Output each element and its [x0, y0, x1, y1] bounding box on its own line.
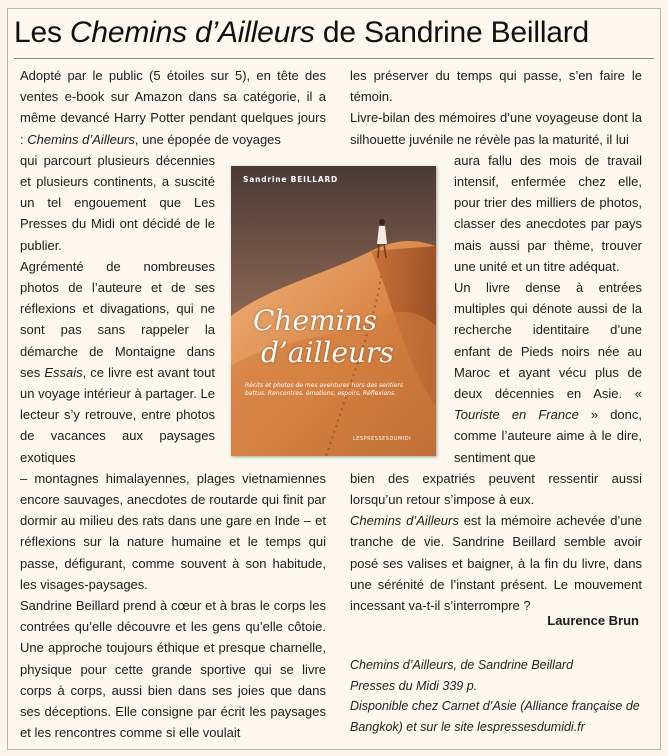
right-p3-after: » donc, comme l’auteure aime à le dire, sentiment que: [454, 407, 642, 465]
cover-title-line-2: d’ailleurs: [261, 336, 394, 369]
left-paragraph-2: [20, 256, 215, 468]
title-rule: [14, 58, 654, 59]
left-p2-italic: Essais: [44, 364, 83, 380]
cover-author: Sandrine BEILLARD: [243, 175, 339, 184]
cover-title-line-1: Chemins: [253, 304, 377, 337]
right-paragraph-1: les préserver du temps qui passe, s’en faire le témoin.: [350, 68, 642, 105]
title-book: Chemins d’Ailleurs: [69, 16, 315, 49]
left-paragraph-1-narrow: qui parcourt plusieurs décennies et plusieurs continents, a suscité un tel engouement que Les Presses du Midi ont décidé de le publier.: [20, 152, 215, 253]
right-p3-italic: Touriste en France: [454, 407, 579, 423]
right-paragraph-3-wide: bien des expatriés peuvent ressentir aussi lorsqu’un retour s’impose à eux.: [350, 470, 642, 508]
left-p1-after: , une épopée de voyages: [134, 131, 281, 147]
left-paragraph-1: [20, 65, 326, 150]
right-p3-text: Un livre dense à entrées multiples qui dénote aussi de la recherche identitaire d’une enfant de Pieds noirs née au Maroc et ayant vécu plus de deux décennies en Asie. «: [454, 280, 642, 402]
bibliographic-info: [350, 655, 642, 737]
biblio-line-3: Disponible chez Carnet d’Asie (Alliance française de Bangkok) et sur le site lespressesdumidi.fr: [350, 699, 640, 734]
right-paragraph-2: Livre-bilan des mémoires d’une voyageuse dont la silhouette juvénile ne révèle pas la maturité, il lui: [350, 110, 642, 147]
cover-publisher: LESPRESSESDUMIDI: [353, 436, 412, 442]
biblio-line-1: Chemins d’Ailleurs, de Sandrine Beillard: [350, 658, 574, 672]
biblio-line-2: Presses du Midi 339 p.: [350, 678, 478, 693]
right-paragraph-4: [350, 510, 642, 616]
left-p2-end: , ce livre est avant tout un voyage intérieur à partager. Le lecteur s’y retrouve, entre photos de vacances aux paysages exotiques: [20, 364, 215, 465]
author-signature: Laurence Brun: [547, 613, 639, 628]
title-prefix: Les: [14, 16, 70, 49]
left-paragraph-2-wide: – montagnes himalayennes, plages vietnamiennes encore sauvages, anecdotes de routarde qui finit par dormir au milieu des rats dans une gare en Inde – et réflexions sur la nature humaine et le temps qui passe, défigurant, comme souvent à son habitude, les visages-paysages.: [20, 470, 326, 592]
right-paragraph-2-narrow: aura fallu des mois de travail intensif, enfermée chez elle, pour trier des milliers de photos, classer des anecdotes par pays mais aussi par thème, trouver une unité et un titre adéquat.: [454, 152, 642, 274]
left-p1-text: Adopté par le public (5 étoiles sur 5), en tête des ventes e-book sur Amazon dans sa catégorie, il a même devancé Harry Potter pendant quelques jours :: [20, 68, 326, 147]
left-p2-text: Agrémenté de nombreuses photos de l’auteure et de ses réflexions et divagations, qui ne sont pas sans rappeler la démarche de Montaigne dans ses: [20, 258, 215, 380]
right-paragraph-3: [454, 277, 642, 468]
right-column: [350, 65, 642, 616]
title-suffix: de Sandrine Beillard: [314, 16, 590, 49]
article-title: [14, 13, 654, 53]
left-paragraph-3: Sandrine Beillard prend à cœur et à bras le corps les contrées qu’elle découvre et les gens qu’elle côtoie. Une approche toujours éthique et presque charnelle, physique pour cette grande sportive qui se livre corps à corps, aussi bien dans ses joies que dans ses déceptions. Elle consigne par écrit les paysages et les rencontres comme si elle voulait: [20, 598, 326, 741]
right-p4-italic: Chemins d’Ailleurs: [350, 513, 459, 529]
right-p4-text: est la mémoire achevée d’une tranche de vie. Sandrine Beillard semble avoir posé ses valises et baigner, à la fin du livre, dans une sérénité de l’instant présent. Le mouvement incessant va-t-il s’interrompre ?: [350, 513, 642, 614]
cover-blurb: Récits et photos de mes aventures hors des sentiers battus. Rencontres, émotions, espoirs, Réflexions.: [245, 382, 403, 397]
left-p1-italic: Chemins d’Ailleurs: [27, 131, 135, 147]
